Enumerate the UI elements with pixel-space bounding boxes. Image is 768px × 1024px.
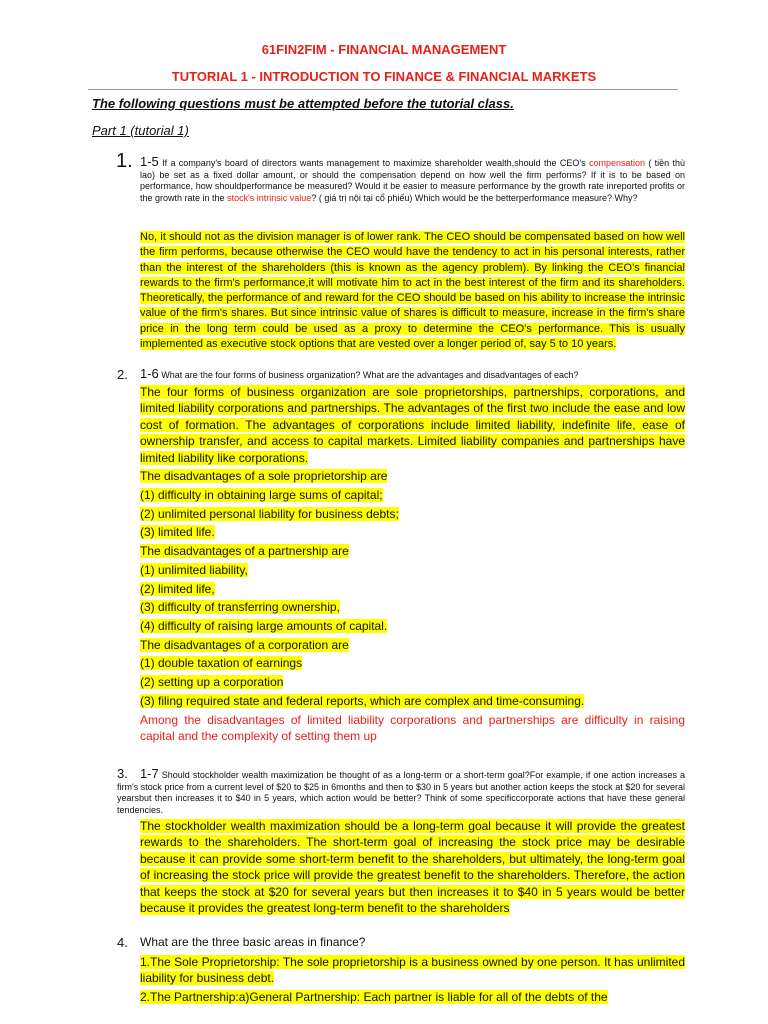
q2-line (140, 543, 349, 559)
q2-line-text: The disadvantages of a partnership are (140, 544, 349, 558)
q1-text-b: ( tiền thù lao) be set as a fixed dollar amount, or should the compensation depend on how well the firm performs? If it is to be based on performance, how shouldperformance be measured? Would it be easier to measure performance by the growth rate inreported profits or the growth rate in the (140, 158, 686, 203)
document-subtitle: TUTORIAL 1 - INTRODUCTION TO FINANCE & FINANCIAL MARKETS (171, 69, 597, 84)
q2-answer (140, 384, 685, 466)
q4-answer-2 (140, 989, 685, 1005)
q1-answer-text: No, it should not as the division manager is of lower rank. The CEO should be compensated based on how well the firm performs, because otherwise the CEO would have the tendency to act in his personal interests, rather than the interest of the shareholders (this is known as the agency problem). By linking the CEO's financial rewards to the firm's performance,it will motivate him to act in the best interest of the firm and its shareholders. Theoretically, the performance of and reward for the CEO should be based on his ability to increase the intrinsic value of the firm's shares. But since intrinsic value of shares is difficult to measure, increase in the firm's share price in the long term could be used as a proxy to determine the CEO's performance. This is usually implemented as executive stock options that are vested over a longer period of, say 5 to 10 years. (140, 231, 685, 351)
q4-answer-2-text: 2.The Partnership:a)General Partnership: Each partner is liable for all of the debts of the (140, 990, 608, 1004)
q2-line-text: (1) difficulty in obtaining large sums of capital; (140, 488, 383, 502)
q4-number: 4. (117, 935, 128, 950)
q2-line-text: (2) setting up a corporation (140, 675, 284, 689)
q2-line-text: (3) limited life. (140, 525, 215, 539)
q2-answer-red: Among the disadvantages of limited liability corporations and partnerships are difficulty in raising capital and the complexity of setting them up (140, 713, 685, 744)
header-divider (88, 89, 678, 90)
q1-term-intrinsic-value: stock's intrinsic value (227, 192, 312, 203)
q2-answer-text: The four forms of business organization are sole proprietorships, partnerships, corporations, and limited liability corporations and partnerships. The advantages of the first two include the ease and low cost of formation. The advantages of corporations include limited liability, indefinite life, ease of ownership transfer, and access to capital markets. Limited liability companies and partnerships have limited liability like corporations. (140, 385, 685, 465)
q2-question (140, 368, 685, 382)
q2-line-text: (3) filing required state and federal reports, which are complex and time-consuming. (140, 694, 585, 708)
q1-text-c: ? ( giá trị nội tại cổ phiếu) Which would be the betterperformance measure? Why? (311, 192, 638, 203)
q3-question (117, 768, 685, 816)
q2-line-text: (1) unlimited liability, (140, 563, 248, 577)
q2-line (140, 468, 387, 484)
q2-line (140, 655, 302, 671)
q2-line-text: The disadvantages of a corporation are (140, 638, 349, 652)
q2-line-text: (2) unlimited personal liability for business debts; (140, 507, 399, 521)
q1-answer (140, 230, 685, 352)
q2-line-text: (4) difficulty of raising large amounts of capital. (140, 619, 388, 633)
q2-line (140, 599, 340, 615)
part-label: Part 1 (tutorial 1) (92, 123, 189, 138)
q3-answer (140, 818, 685, 916)
q1-term-compensation: compensation (588, 158, 645, 168)
q2-code: 1-6 (140, 366, 159, 381)
q4-answer (140, 954, 685, 987)
q2-line-text: The disadvantages of a sole proprietorship are (140, 469, 388, 483)
q2-line-text: (1) double taxation of earnings (140, 656, 303, 670)
q1-question (140, 156, 685, 204)
q4-answer-text: 1.The Sole Proprietorship: The sole proprietorship is a business owned by one person. It has unlimited liability for business debt. (140, 955, 685, 986)
q2-text: What are the four forms of business organization? What are the advantages and disadvantages of each? (158, 370, 579, 380)
q1-code: 1-5 (140, 154, 159, 169)
q2-line (140, 506, 399, 522)
q2-line (140, 693, 584, 709)
q1-number: 1. (116, 150, 133, 172)
q2-line-text: (3) difficulty of transferring ownership, (140, 600, 340, 614)
q2-line (140, 674, 283, 690)
q1-text-a: If a company's board of directors wants management to maximize shareholder wealth,should the CEO's (158, 158, 589, 168)
q2-line-text: (2) limited life, (140, 582, 215, 596)
q2-line (140, 524, 215, 540)
q3-code: 1-7 (139, 766, 159, 781)
q2-line (140, 637, 349, 653)
q2-line (140, 562, 248, 578)
q4-question: What are the three basic areas in finance? (140, 935, 366, 949)
q2-line (140, 487, 383, 503)
q2-line (140, 618, 387, 634)
instructions-heading: The following questions must be attempted before the tutorial class. (92, 96, 514, 111)
q3-answer-text: The stockholder wealth maximization should be a long-term goal because it will provide the greatest rewards to the shareholders. The short-term goal of increasing the stock price may be desirable because it can provide some short-term benefit to the shareholders, but ultimately, the long-term goal of increasing the stock price will provide the greatest benefit to the shareholders. Therefore, the action that keeps the stock at $20 for several years but then increases it to $40 in 5 years would be better because it provides the greatest long-term benefit to the shareholders (140, 819, 685, 916)
q2-line (140, 581, 215, 597)
q3-number: 3. (117, 766, 128, 781)
q2-number: 2. (117, 367, 128, 382)
document-title: 61FIN2FIM - FINANCIAL MANAGEMENT (261, 42, 507, 57)
q3-text: Should stockholder wealth maximization be thought of as a long-term or a short-term goal?For example, if one action increases a firm's stock price from a current level of $20 to $25 in 6months and then to $30 in 5 years but another action keeps the stock at $20 for several yearsbut then increases it to $40 in 5 years, which action would be better? Think of some specificcorporate actions that have these general tendencies. (117, 770, 685, 815)
